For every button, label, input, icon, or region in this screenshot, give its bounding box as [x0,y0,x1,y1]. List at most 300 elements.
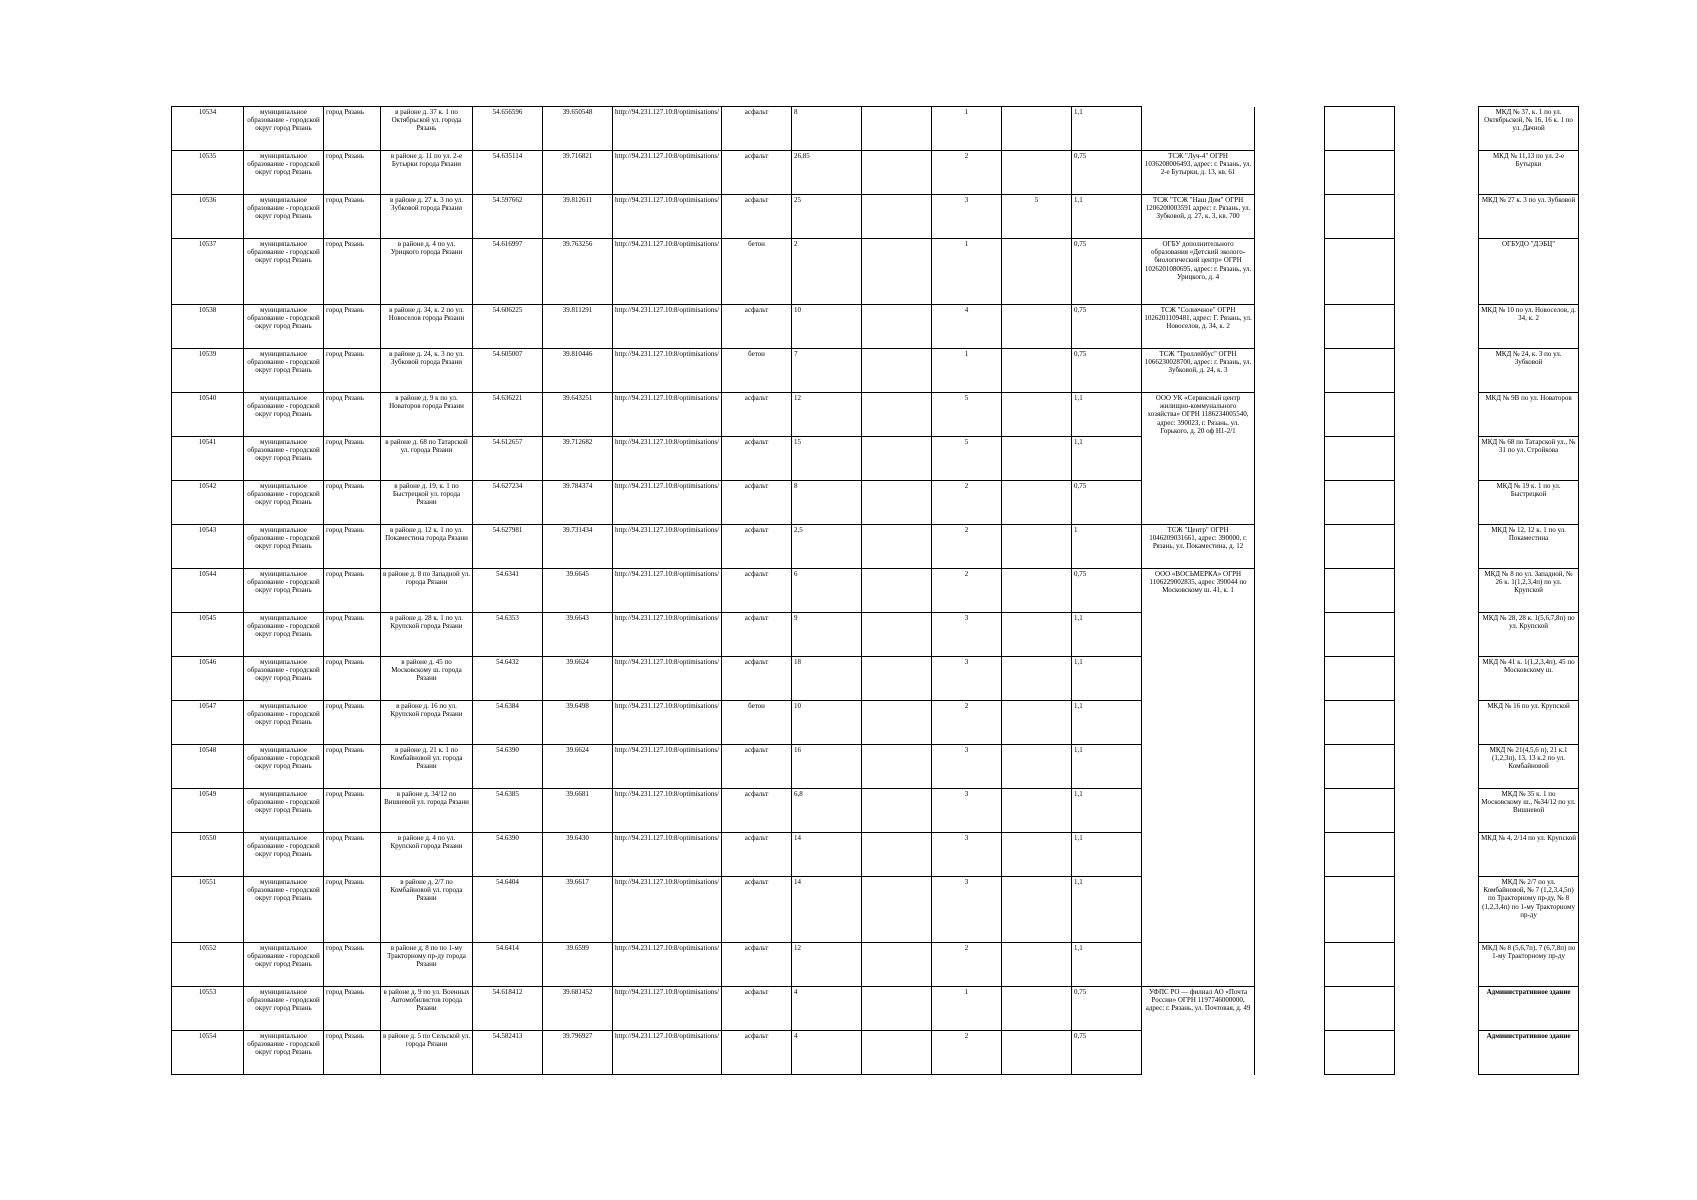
table-cell-owner [1142,107,1255,151]
table-cell-owner [1142,877,1255,943]
table-cell-addr: в районе д. 37 к. 1 по Октябрьской ул. города Рязань [381,107,473,151]
table-cell-addr: в районе д. 45 по Московскому ш. города Рязани [381,657,473,701]
table-cell-e2 [1325,789,1395,833]
table-cell-e3 [1395,745,1479,789]
table-cell-cnt: 2 [932,569,1002,613]
table-cell-e3 [1395,613,1479,657]
table-cell-c1 [862,393,932,437]
table-cell-city: город Рязань [324,107,381,151]
table-cell-area: 16 [792,745,862,789]
table-cell-obj: МКД № 37, к. 1 по ул. Октябрьской, № 16, 16 к. 1 по ул. Дачной [1479,107,1579,151]
table-cell-url: http://94.231.127.10:8/optimisations/ [613,569,722,613]
table-cell-city: город Рязань [324,437,381,481]
table-cell-c2 [1002,789,1072,833]
table-cell-area: 4 [792,1031,862,1075]
table-cell-c1 [862,239,932,305]
table-cell-e2 [1325,239,1395,305]
table-cell-lat: 54.636221 [473,393,543,437]
table-cell-mo: муниципальное образование - городской округ город Рязань [244,481,324,525]
table-cell-city: город Рязань [324,195,381,239]
table-cell-c2 [1002,393,1072,437]
table-cell-addr: в районе д. 9 к по ул. Новаторов города Рязани [381,393,473,437]
table-cell-c2 [1002,151,1072,195]
table-cell-mo: муниципальное образование - городской округ город Рязань [244,789,324,833]
table-cell-vol: 0,75 [1072,305,1142,349]
table-row [172,877,1579,943]
table-cell-id: 10548 [172,745,244,789]
table-cell-c2 [1002,239,1072,305]
table-cell-obj: МКД № 11,13 по ул. 2-е Бутырки [1479,151,1579,195]
table-cell-vol: 1,1 [1072,943,1142,987]
table-cell-lat: 54.6432 [473,657,543,701]
table-cell-mo: муниципальное образование - городской округ город Рязань [244,195,324,239]
table-cell-area: 8 [792,481,862,525]
table-cell-lat: 54.618412 [473,987,543,1031]
table-cell-obj: МКД № 8 по ул. Западной, № 26 к. 1(1,2,3,4п) по ул. Крупской [1479,569,1579,613]
table-row [172,657,1579,701]
table-cell-addr: в районе д. 16 по ул. Крупской города Рязани [381,701,473,745]
table-cell-cnt: 2 [932,1031,1002,1075]
table-cell-mo: муниципальное образование - городской округ город Рязань [244,987,324,1031]
table-row [172,789,1579,833]
table-cell-area: 7 [792,349,862,393]
table-cell-mo: муниципальное образование - городской округ город Рязань [244,745,324,789]
table-row [172,1031,1579,1075]
table-cell-e2 [1325,877,1395,943]
table-cell-addr: в районе д. 28 к. 1 по ул. Крупской города Рязани [381,613,473,657]
table-cell-e1 [1255,305,1325,349]
table-cell-obj: МКД № 4, 2/14 по ул. Крупской [1479,833,1579,877]
table-cell-owner [1142,833,1255,877]
table-cell-mo: муниципальное образование - городской округ город Рязань [244,701,324,745]
table-cell-owner [1142,701,1255,745]
table-cell-mo: муниципальное образование - городской округ город Рязань [244,613,324,657]
table-cell-surface: асфальт [722,745,792,789]
table-cell-owner: ТСЖ "ТСЖ "Наш Дом" ОГРН 1206200003591 адрес: г. Рязань, ул. Зубковой, д. 27, к. 3, кв. 700 [1142,195,1255,239]
table-cell-c1 [862,525,932,569]
table-row [172,195,1579,239]
table-cell-lon: 39.6681 [543,789,613,833]
table-cell-vol: 0,75 [1072,481,1142,525]
table-cell-mo: муниципальное образование - городской округ город Рязань [244,393,324,437]
table-cell-e2 [1325,195,1395,239]
table-cell-url: http://94.231.127.10:8/optimisations/ [613,151,722,195]
table-cell-owner [1142,437,1255,481]
table-cell-url: http://94.231.127.10:8/optimisations/ [613,877,722,943]
table-cell-e2 [1325,305,1395,349]
table-cell-city: город Рязань [324,877,381,943]
table-cell-c1 [862,569,932,613]
table-cell-e1 [1255,745,1325,789]
table-cell-owner: ТСЖ "Троллейбус" ОГРН 1066230028700, адрес: г. Рязань, ул. Зубковой, д. 24, к. 3 [1142,349,1255,393]
table-cell-area: 10 [792,701,862,745]
table-row [172,701,1579,745]
table-cell-vol: 0,75 [1072,987,1142,1031]
table-cell-e2 [1325,525,1395,569]
table-cell-cnt: 5 [932,437,1002,481]
table-cell-lat: 54.627234 [473,481,543,525]
table-cell-c1 [862,745,932,789]
table-row [172,393,1579,437]
table-cell-area: 18 [792,657,862,701]
table-cell-surface: асфальт [722,833,792,877]
table-cell-url: http://94.231.127.10:8/optimisations/ [613,943,722,987]
table-cell-vol: 0,75 [1072,569,1142,613]
table-cell-obj: Административное здание [1479,987,1579,1031]
table-cell-e2 [1325,833,1395,877]
table-cell-cnt: 3 [932,613,1002,657]
table-cell-lon: 39.6498 [543,701,613,745]
table-cell-surface: асфальт [722,1031,792,1075]
table-cell-e2 [1325,569,1395,613]
table-cell-e2 [1325,987,1395,1031]
table-cell-e3 [1395,987,1479,1031]
table-cell-mo: муниципальное образование - городской округ город Рязань [244,943,324,987]
table-cell-c2 [1002,745,1072,789]
table-cell-cnt: 1 [932,349,1002,393]
table-cell-url: http://94.231.127.10:8/optimisations/ [613,789,722,833]
table-cell-c2 [1002,833,1072,877]
table-cell-addr: в районе д. 9 по ул. Военных Автомобилистов города Рязани [381,987,473,1031]
table-cell-c1 [862,833,932,877]
table-cell-cnt: 2 [932,481,1002,525]
table-cell-id: 10536 [172,195,244,239]
table-cell-obj: МКД № 8 (5,6,7п), 7 (6,7,8п) по 1-му Тракторному пр-ду [1479,943,1579,987]
table-cell-cnt: 2 [932,701,1002,745]
table-cell-id: 10546 [172,657,244,701]
table-cell-e2 [1325,613,1395,657]
table-cell-e2 [1325,349,1395,393]
table-cell-cnt: 1 [932,239,1002,305]
table-cell-obj: МКД № 16 по ул. Крупской [1479,701,1579,745]
table-cell-e3 [1395,437,1479,481]
table-cell-c2 [1002,107,1072,151]
table-cell-surface: асфальт [722,481,792,525]
table-cell-addr: в районе д. 8 по Западной ул. города Рязани [381,569,473,613]
table-cell-surface: асфальт [722,987,792,1031]
table-cell-url: http://94.231.127.10:8/optimisations/ [613,987,722,1031]
table-cell-c1 [862,877,932,943]
table-cell-owner: ООО УК «Сервисный центр жилищно-коммунального хозяйства» ОГРН 1186234005540, адрес: 390023, г. Рязань, ул. Горького, д. 20 оф Н1-2/1 [1142,393,1255,437]
table-cell-city: город Рязань [324,569,381,613]
table-cell-e1 [1255,789,1325,833]
table-cell-c2 [1002,305,1072,349]
table-cell-lon: 39.712682 [543,437,613,481]
table-cell-id: 10538 [172,305,244,349]
table-cell-city: город Рязань [324,745,381,789]
table-cell-surface: асфальт [722,195,792,239]
table-cell-c2 [1002,569,1072,613]
table-cell-c1 [862,195,932,239]
table-row [172,745,1579,789]
table-cell-id: 10535 [172,151,244,195]
table-cell-lat: 54.616997 [473,239,543,305]
table-cell-mo: муниципальное образование - городской округ город Рязань [244,657,324,701]
table-cell-cnt: 1 [932,107,1002,151]
table-cell-id: 10534 [172,107,244,151]
table-cell-e1 [1255,349,1325,393]
table-cell-area: 6,8 [792,789,862,833]
table-cell-surface: асфальт [722,151,792,195]
table-cell-e3 [1395,481,1479,525]
table-cell-e2 [1325,657,1395,701]
table-cell-url: http://94.231.127.10:8/optimisations/ [613,657,722,701]
table-cell-addr: в районе д. 34, к. 2 по ул. Новоселов города Рязани [381,305,473,349]
table-cell-lon: 39.716821 [543,151,613,195]
table-cell-surface: асфальт [722,789,792,833]
table-cell-e1 [1255,877,1325,943]
table-cell-cnt: 1 [932,987,1002,1031]
table-cell-owner [1142,1031,1255,1075]
table-cell-url: http://94.231.127.10:8/optimisations/ [613,195,722,239]
table-cell-surface: асфальт [722,569,792,613]
table-cell-city: город Рязань [324,151,381,195]
table-row [172,525,1579,569]
table-cell-obj: ОГБУДО "ДЭБЦ" [1479,239,1579,305]
table-cell-area: 2,5 [792,525,862,569]
table-cell-cnt: 3 [932,877,1002,943]
table-cell-vol: 1,1 [1072,833,1142,877]
table-cell-c1 [862,943,932,987]
table-cell-c1 [862,987,932,1031]
table-cell-area: 8 [792,107,862,151]
table-cell-area: 25 [792,195,862,239]
table-cell-lat: 54.612657 [473,437,543,481]
table-cell-obj: МКД № 12, 12 к. 1 по ул. Покаместина [1479,525,1579,569]
table-cell-vol: 1 [1072,525,1142,569]
table-cell-lon: 39.6599 [543,943,613,987]
table-cell-e3 [1395,877,1479,943]
table-cell-obj: МКД № 28, 28 к. 1(5,6,7,8п) по ул. Крупской [1479,613,1579,657]
table-cell-vol: 1,1 [1072,195,1142,239]
table-cell-area: 6 [792,569,862,613]
table-cell-id: 10541 [172,437,244,481]
table-cell-lat: 54.656596 [473,107,543,151]
table-cell-e3 [1395,833,1479,877]
table-cell-addr: в районе д. 21 к. 1 по Комбайновой ул. города Рязани [381,745,473,789]
table-cell-url: http://94.231.127.10:8/optimisations/ [613,305,722,349]
table-cell-vol: 1,1 [1072,437,1142,481]
table-cell-city: город Рязань [324,701,381,745]
table-cell-city: город Рязань [324,789,381,833]
table-cell-area: 9 [792,613,862,657]
table-cell-vol: 1,1 [1072,877,1142,943]
table-cell-area: 14 [792,877,862,943]
table-cell-lat: 54.6384 [473,701,543,745]
table-cell-city: город Рязань [324,613,381,657]
table-cell-e3 [1395,701,1479,745]
table-cell-cnt: 3 [932,745,1002,789]
table-row [172,107,1579,151]
table-cell-url: http://94.231.127.10:8/optimisations/ [613,393,722,437]
table-cell-cnt: 3 [932,833,1002,877]
table-cell-surface: асфальт [722,877,792,943]
table-cell-lat: 54.605007 [473,349,543,393]
table-cell-lat: 54.627981 [473,525,543,569]
table-row [172,305,1579,349]
table-cell-addr: в районе д. 8 по по 1-му Тракторному пр-ду города Рязани [381,943,473,987]
table-cell-lon: 39.811291 [543,305,613,349]
table-cell-owner: УФПС РО — филиал АО «Почта России» ОГРН 1197746000000, адрес: г. Рязань, ул. Почтовая, д. 49 [1142,987,1255,1031]
table-cell-c2: 5 [1002,195,1072,239]
table-cell-c1 [862,151,932,195]
table-cell-obj: МКД № 19 к. 1 по ул. Быстрецкой [1479,481,1579,525]
table-cell-lat: 54.606225 [473,305,543,349]
table-cell-city: город Рязань [324,833,381,877]
table-cell-e2 [1325,393,1395,437]
table-cell-city: город Рязань [324,525,381,569]
table-cell-lat: 54.6390 [473,745,543,789]
table-cell-mo: муниципальное образование - городской округ город Рязань [244,1031,324,1075]
table-cell-addr: в районе д. 24, к. 3 по ул. Зубковой города Рязани [381,349,473,393]
table-cell-url: http://94.231.127.10:8/optimisations/ [613,437,722,481]
table-cell-owner [1142,657,1255,701]
table-cell-c1 [862,437,932,481]
table-cell-e3 [1395,657,1479,701]
table-cell-cnt: 2 [932,525,1002,569]
table-cell-owner: ТСЖ "Солнечное" ОГРН 1026201109481, адрес: Г. Рязань, ул. Новоселов, д. 34, к. 2 [1142,305,1255,349]
table-cell-vol: 0,75 [1072,1031,1142,1075]
table-cell-lon: 39.6643 [543,613,613,657]
table-cell-id: 10545 [172,613,244,657]
table-cell-e1 [1255,943,1325,987]
table-row [172,349,1579,393]
table-cell-mo: муниципальное образование - городской округ город Рязань [244,437,324,481]
table-cell-e1 [1255,1031,1325,1075]
table-cell-surface: бетон [722,349,792,393]
table-cell-vol: 0,75 [1072,349,1142,393]
table-row [172,239,1579,305]
table-cell-e1 [1255,437,1325,481]
table-cell-obj: МКД № 41 к. 1(1,2,3,4п), 45 по Московскому ш. [1479,657,1579,701]
table-cell-lat: 54.6385 [473,789,543,833]
table-cell-vol: 1,1 [1072,107,1142,151]
table-cell-obj: МКД № 27 к. 3 по ул. Зубковой [1479,195,1579,239]
table-cell-surface: асфальт [722,657,792,701]
table-cell-city: город Рязань [324,349,381,393]
table-cell-cnt: 2 [932,943,1002,987]
table-row [172,151,1579,195]
table-cell-e2 [1325,481,1395,525]
table-cell-vol: 0,75 [1072,239,1142,305]
table-cell-city: город Рязань [324,657,381,701]
table-cell-addr: в районе д. 5 по Сельской ул. города Рязани [381,1031,473,1075]
table-cell-url: http://94.231.127.10:8/optimisations/ [613,613,722,657]
table-row [172,569,1579,613]
table-cell-e2 [1325,437,1395,481]
table-cell-e3 [1395,349,1479,393]
table-cell-lat: 54.597662 [473,195,543,239]
table-row [172,943,1579,987]
table-cell-cnt: 3 [932,789,1002,833]
table-cell-mo: муниципальное образование - городской округ город Рязань [244,525,324,569]
table-cell-addr: в районе д. 4 по ул. Урицкого города Рязани [381,239,473,305]
table-cell-e1 [1255,569,1325,613]
table-cell-city: город Рязань [324,305,381,349]
table-cell-obj: МКД № 9В по ул. Новаторов [1479,393,1579,437]
table-cell-lat: 54.582413 [473,1031,543,1075]
table-cell-addr: в районе д. 68 по Татарской ул. города Рязани [381,437,473,481]
table-cell-obj: МКД № 10 по ул. Новоселов, д. 34, к. 2 [1479,305,1579,349]
table-cell-area: 12 [792,943,862,987]
table-cell-lat: 54.6404 [473,877,543,943]
table-cell-url: http://94.231.127.10:8/optimisations/ [613,745,722,789]
table-cell-lon: 39.763256 [543,239,613,305]
table-cell-c1 [862,657,932,701]
table-cell-e3 [1395,525,1479,569]
table-row [172,437,1579,481]
table-cell-mo: муниципальное образование - городской округ город Рязань [244,305,324,349]
table-cell-owner: ТСЖ "Луч-4" ОГРН 1036208006493, адрес: г. Рязань, ул. 2-е Бутырки, д. 13, кв. 61 [1142,151,1255,195]
table-cell-cnt: 5 [932,393,1002,437]
table-cell-e1 [1255,525,1325,569]
table-cell-c1 [862,613,932,657]
table-cell-area: 4 [792,987,862,1031]
table-cell-owner [1142,613,1255,657]
table-cell-c1 [862,349,932,393]
table-cell-e3 [1395,393,1479,437]
table-cell-addr: в районе д. 27 к. 3 по ул. Зубковой города Рязани [381,195,473,239]
table-cell-id: 10554 [172,1031,244,1075]
table-row [172,833,1579,877]
table-cell-e1 [1255,239,1325,305]
table-cell-mo: муниципальное образование - городской округ город Рязань [244,151,324,195]
table-cell-area: 14 [792,833,862,877]
table-cell-e3 [1395,107,1479,151]
table-cell-lon: 39.812611 [543,195,613,239]
table-cell-e2 [1325,1031,1395,1075]
table-cell-city: город Рязань [324,987,381,1031]
table-cell-lon: 39.6624 [543,745,613,789]
table-cell-id: 10551 [172,877,244,943]
table-cell-vol: 1,1 [1072,613,1142,657]
table-cell-area: 12 [792,393,862,437]
table-cell-addr: в районе д. 12 к. 1 по ул. Покаместина города Рязани [381,525,473,569]
table-cell-e1 [1255,151,1325,195]
registry-table [171,106,1579,1075]
table-cell-vol: 1,1 [1072,657,1142,701]
table-cell-surface: бетон [722,239,792,305]
table-cell-lon: 39.681452 [543,987,613,1031]
table-cell-url: http://94.231.127.10:8/optimisations/ [613,701,722,745]
table-cell-e2 [1325,151,1395,195]
table-cell-c2 [1002,481,1072,525]
table-cell-vol: 1,1 [1072,701,1142,745]
table-cell-id: 10542 [172,481,244,525]
table-cell-surface: асфальт [722,107,792,151]
table-cell-e3 [1395,943,1479,987]
table-cell-addr: в районе д. 4 по ул. Крупской города Рязани [381,833,473,877]
table-cell-e1 [1255,393,1325,437]
table-cell-city: город Рязань [324,943,381,987]
table-cell-e1 [1255,107,1325,151]
table-cell-lat: 54.6341 [473,569,543,613]
table-cell-vol: 0,75 [1072,151,1142,195]
table-cell-obj: МКД № 21(4,5,6 п), 21 к.1 (1,2,3п), 13, 13 к.2 по ул. Комбайновой [1479,745,1579,789]
table-cell-owner: ООО «ВОСЬМЕРКА» ОГРН 1106229002835, адрес 390044 по Московскому ш. 41, к. 1 [1142,569,1255,613]
table-cell-lon: 39.6617 [543,877,613,943]
table-cell-cnt: 3 [932,657,1002,701]
table-cell-surface: асфальт [722,943,792,987]
table-cell-id: 10547 [172,701,244,745]
table-cell-e1 [1255,657,1325,701]
table-cell-vol: 1,1 [1072,393,1142,437]
table-cell-addr: в районе д. 11 по ул. 2-е Бутырки города Рязани [381,151,473,195]
table-row [172,481,1579,525]
table-cell-lon: 39.643251 [543,393,613,437]
table-cell-obj: МКД № 24, к. 3 по ул. Зубковой [1479,349,1579,393]
table-cell-mo: муниципальное образование - городской округ город Рязань [244,239,324,305]
